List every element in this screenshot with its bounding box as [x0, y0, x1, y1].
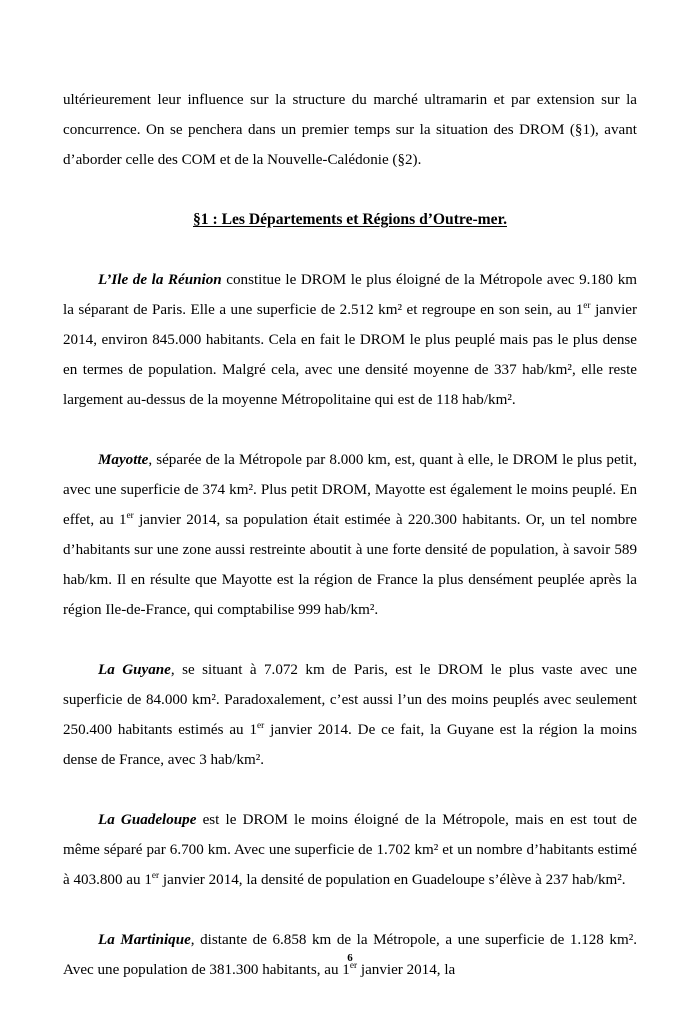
page-number: 6 — [347, 952, 353, 964]
paragraph-mayotte-part2: janvier 2014, sa population était estimée à 220.300 habitants. Or, un tel nombre d’habitants sur une zone aussi restreinte aboutit à une forte densité de population, à savoir 589 hab/km. Il en résulte que Mayotte est la région de France la plus densément peuplée après la région Ile-de-France, qui comptabilise 999 hab/km². — [63, 512, 637, 618]
paragraph-mayotte — [63, 445, 637, 625]
paragraph-mayotte-part1: , séparée de la Métropole par 8.000 km, est, quant à elle, le DROM le plus petit, avec une superficie de 374 km². Plus petit DROM, Mayotte est également le moins peuplé. En effet, au 1 — [63, 452, 637, 528]
paragraph-martinique-part1: , distante de 6.858 km de la Métropole, a une superficie de 1.128 km². Avec une population de 381.300 habitants, au 1 — [63, 932, 637, 978]
paragraph-guadeloupe-part2: janvier 2014, la densité de population en Guadeloupe s’élève à 237 hab/km². — [159, 872, 626, 888]
paragraph-guadeloupe-part1: est le DROM le moins éloigné de la Métropole, mais en est tout de même séparé par 6.700 km. Avec une superficie de 1.702 km² et un nombre d’habitants estimé à 403.800 au 1 — [63, 812, 637, 888]
section-heading-text: §1 : Les Départements et Régions d’Outre-mer. — [193, 211, 507, 228]
page-body — [63, 85, 637, 985]
ordinal-suffix-er: er — [257, 720, 265, 731]
paragraph-guyane-part1: , se situant à 7.072 km de Paris, est le DROM le plus vaste avec une superficie de 84.000 km². Paradoxalement, c’est aussi l’un des moins peuplés avec seulement 250.400 habitants estimés au 1 — [63, 662, 637, 738]
section-heading — [63, 205, 637, 235]
ordinal-suffix-er: er — [583, 300, 591, 311]
paragraph-guadeloupe — [63, 805, 637, 895]
region-name-guyane: La Guyane — [98, 662, 171, 678]
ordinal-suffix-er: er — [349, 960, 358, 971]
paragraph-intro: ultérieurement leur influence sur la structure du marché ultramarin et par extension sur la concurrence. On se penchera dans un premier temps sur la situation des DROM (§1), avant d’aborder celle des COM et de la Nouvelle-Calédonie (§2). — [63, 92, 637, 168]
paragraph-reunion — [63, 265, 637, 415]
ordinal-suffix-er: er — [151, 870, 160, 881]
region-name-martinique: La Martinique — [98, 932, 191, 948]
region-name-guadeloupe: La Guadeloupe — [98, 812, 197, 828]
paragraph-reunion-part1: constitue le DROM le plus éloigné de la Métropole avec 9.180 km la séparant de Paris. Elle a une superficie de 2.512 km² et regroupe en son sein, au 1 — [63, 272, 637, 318]
region-name-mayotte: Mayotte — [98, 452, 149, 468]
ordinal-suffix-er: er — [126, 510, 134, 521]
paragraph-martinique-part2: janvier 2014, la — [357, 962, 456, 978]
paragraph-guyane — [63, 655, 637, 775]
paragraph-guyane-part2: janvier 2014. De ce fait, la Guyane est la région la moins dense de France, avec 3 hab/km². — [63, 722, 637, 768]
paragraph-reunion-part2: janvier 2014, environ 845.000 habitants. Cela en fait le DROM le plus peuplé mais pas le plus dense en termes de population. Malgré cela, avec une densité moyenne de 337 hab/km², elle reste largement au-dessus de la moyenne Métropolitaine qui est de 118 hab/km². — [63, 302, 637, 408]
region-name-reunion: L’Ile de la Réunion — [98, 272, 222, 288]
